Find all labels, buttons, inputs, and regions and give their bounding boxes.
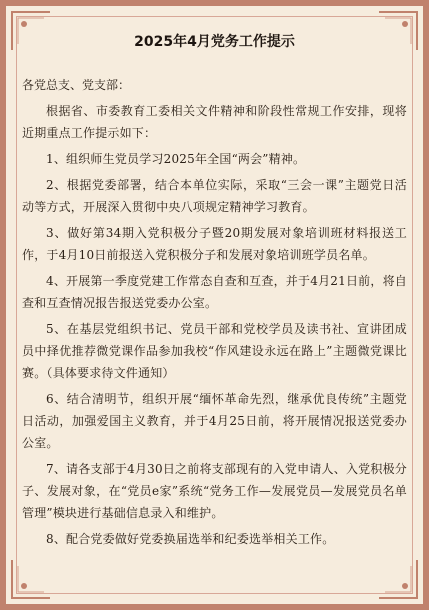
corner-ornament-icon <box>377 558 419 600</box>
list-item: 1、组织师生党员学习2025年全国“两会”精神。 <box>46 152 306 166</box>
salutation: 各党总支、党支部： <box>22 78 131 92</box>
list-item: 8、配合党委做好党委换届选举和纪委选举相关工作。 <box>46 532 335 546</box>
list-item: 4、开展第一季度党建工作常态自查和互查，并于4月21日前，将自查和互查情况报告报送党委办公室。 <box>22 274 407 310</box>
page-title: 2025年4月党务工作提示 <box>134 34 295 50</box>
document-body <box>22 32 407 554</box>
list-item: 2、根据党委部署，结合本单位实际，采取“三会一课”主题党日活动等方式，开展深入贯彻中央八项规定精神学习教育。 <box>22 178 407 214</box>
corner-ornament-icon <box>10 558 52 600</box>
list-item: 7、请各支部于4月30日之前将支部现有的入党申请人、入党积极分子、发展对象，在“党员e家”系统“党务工作—发展党员—发展党员名单管理”模块进行基础信息录入和维护。 <box>22 462 407 520</box>
list-item: 3、做好第34期入党积极分子暨20期发展对象培训班材料报送工作，于4月10日前报送入党积极分子和发展对象培训班学员名单。 <box>22 226 407 262</box>
intro-paragraph: 根据省、市委教育工委相关文件精神和阶段性常规工作安排，现将近期重点工作提示如下： <box>22 104 407 140</box>
list-item: 5、在基层党组织书记、党员干部和党校学员及读书社、宣讲团成员中择优推荐微党课作品参加我校“作风建设永远在路上”主题微党课比赛。（具体要求待文件通知） <box>22 322 407 380</box>
list-item: 6、结合清明节，组织开展“缅怀革命先烈，继承优良传统”主题党日活动，加强爱国主义教育，并于4月25日前，将开展情况报送党委办公室。 <box>22 392 407 450</box>
